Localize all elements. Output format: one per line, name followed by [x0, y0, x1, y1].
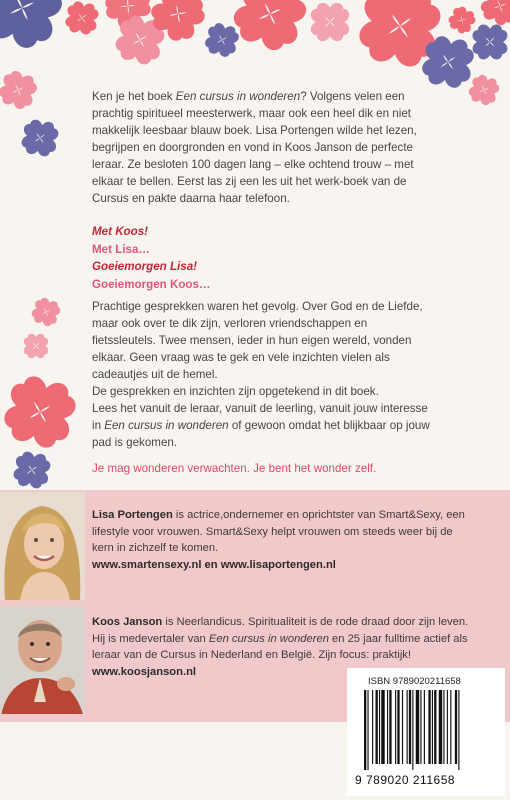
heart-clover-red: [445, 3, 478, 36]
barcode-bar: [432, 690, 433, 764]
barcode-bar: [447, 690, 448, 764]
barcode-bar: [428, 690, 430, 764]
barcode-bar: [379, 690, 380, 764]
barcode-bar: [387, 690, 388, 764]
author-name: Koos Janson: [92, 616, 163, 628]
barcode-bar: [450, 690, 451, 764]
phone-dialog: [92, 223, 211, 293]
barcode-bar: [416, 690, 419, 764]
barcode-bar: [439, 690, 442, 764]
clover-purple-large: [0, 0, 69, 55]
barcode-bar: [381, 690, 384, 764]
barcode-bar: [412, 690, 413, 770]
bio-koos: Koos Janson is Neerlandicus. Spiritualiteit is de rode draad door zijn leven. Hij is medevertaler van Een cursus in wonderen en 25 jaar fulltime actief als leraar van de Cursus in Nederland en België. Zijn focus: praktijk! www.koosjanson.nl: [92, 616, 469, 678]
barcode-icon: [360, 690, 500, 772]
heart-clover-pink: [466, 72, 502, 108]
heart-clover-red: [228, 0, 313, 56]
barcode-bar: [402, 690, 403, 764]
barcode-bar: [376, 690, 378, 764]
barcode-bar: [458, 690, 459, 770]
barcode-bar: [395, 690, 396, 764]
paragraph: Prachtige gesprekken waren het gevolg. Over God en de Liefde, maar ook over te dik zijn, verloren vriendschappen en fietssleutels. Twee mensen, ieder in hun eigen wereld, vonden elkaar. Geen vraag was te gek en vele inzichten vielen als cadeautjes uit de hemel.: [92, 300, 423, 381]
clover-purple: [473, 25, 508, 60]
author-website-link[interactable]: www.koosjanson.nl: [92, 665, 197, 678]
barcode-bar: [424, 690, 425, 764]
barcode-bar: [455, 690, 457, 764]
barcode-bar: [372, 690, 373, 764]
barcode-bar: [409, 690, 411, 764]
author-photo-lisa: [0, 492, 85, 600]
barcode-bar: [407, 690, 408, 764]
bio-lisa: Lisa Portengen is actrice,ondernemer en oprichtster van Smart&Sexy, een lifestyle voor vrouwen. Smart&Sexy helpt vrouwen om steeds weer bij de kern in zichzelf te komen. www.smartensexy.nl en www.lisaportengen.nl: [92, 509, 465, 571]
clover-purple: [203, 21, 241, 59]
intro-text: Ken je het boek Een cursus in wonderen? Volgens velen een prachtig spiritueel meesterwerk, maar ook een heel dik en niet makkelijk leesbaar blauw boek. Lisa Portengen wilde het lezen, begrijpen en doorgronden en vond in Koos Janson de perfecte leraar. Ze besloten 100 dagen lang – elke ochtend trouw – met elkaar te bellen. Eerst las zij een les uit het werk-boek van de Cursus en pakte daarna haar telefoon.: [92, 90, 417, 205]
clover-purple: [20, 118, 60, 158]
barcode-bar: [397, 690, 399, 764]
barcode-bar: [420, 690, 421, 764]
body-text: [92, 298, 432, 451]
heart-clover-pink: [0, 68, 40, 113]
isbn-label: ISBN 9789020211658: [368, 676, 461, 687]
barcode-number: 9 789020 211658: [355, 773, 456, 787]
tagline: Je mag wonderen verwachten. Je bent het wonder zelf.: [92, 462, 377, 475]
paragraph: Lees het vanuit de leraar, vanuit de leerling, vanuit jouw interesse in Een cursus in wonderen of gewoon omdat het blijkbaar op jouw pad is gekomen.: [92, 402, 430, 449]
dialog-line: Goeiemorgen Koos…: [92, 277, 211, 291]
heart-clover-red: [0, 371, 81, 452]
book-title-italic: Een cursus in wonderen: [175, 90, 301, 103]
barcode-bar: [364, 690, 366, 770]
barcode-bar: [434, 690, 436, 764]
heart-clover-red: [64, 0, 100, 36]
dialog-line: Met Koos!: [92, 225, 149, 238]
barcode-bar: [367, 690, 368, 770]
author-website-link[interactable]: www.smartensexy.nl en www.lisaportengen.nl: [92, 558, 336, 571]
barcode-bar: [389, 690, 391, 764]
heart-clover-pink: [24, 334, 48, 358]
dialog-line: Met Lisa…: [92, 242, 150, 256]
author-photo-koos: [0, 606, 85, 714]
heart-clover-pink: [311, 3, 349, 41]
paragraph: De gesprekken en inzichten zijn opgetekend in dit boek.: [92, 385, 379, 398]
dialog-line: Goeiemorgen Lisa!: [92, 260, 198, 273]
clover-purple: [12, 450, 52, 490]
heart-clover-pink: [29, 295, 63, 329]
barcode-bar: [443, 690, 444, 764]
author-name: Lisa Portengen: [92, 509, 173, 521]
